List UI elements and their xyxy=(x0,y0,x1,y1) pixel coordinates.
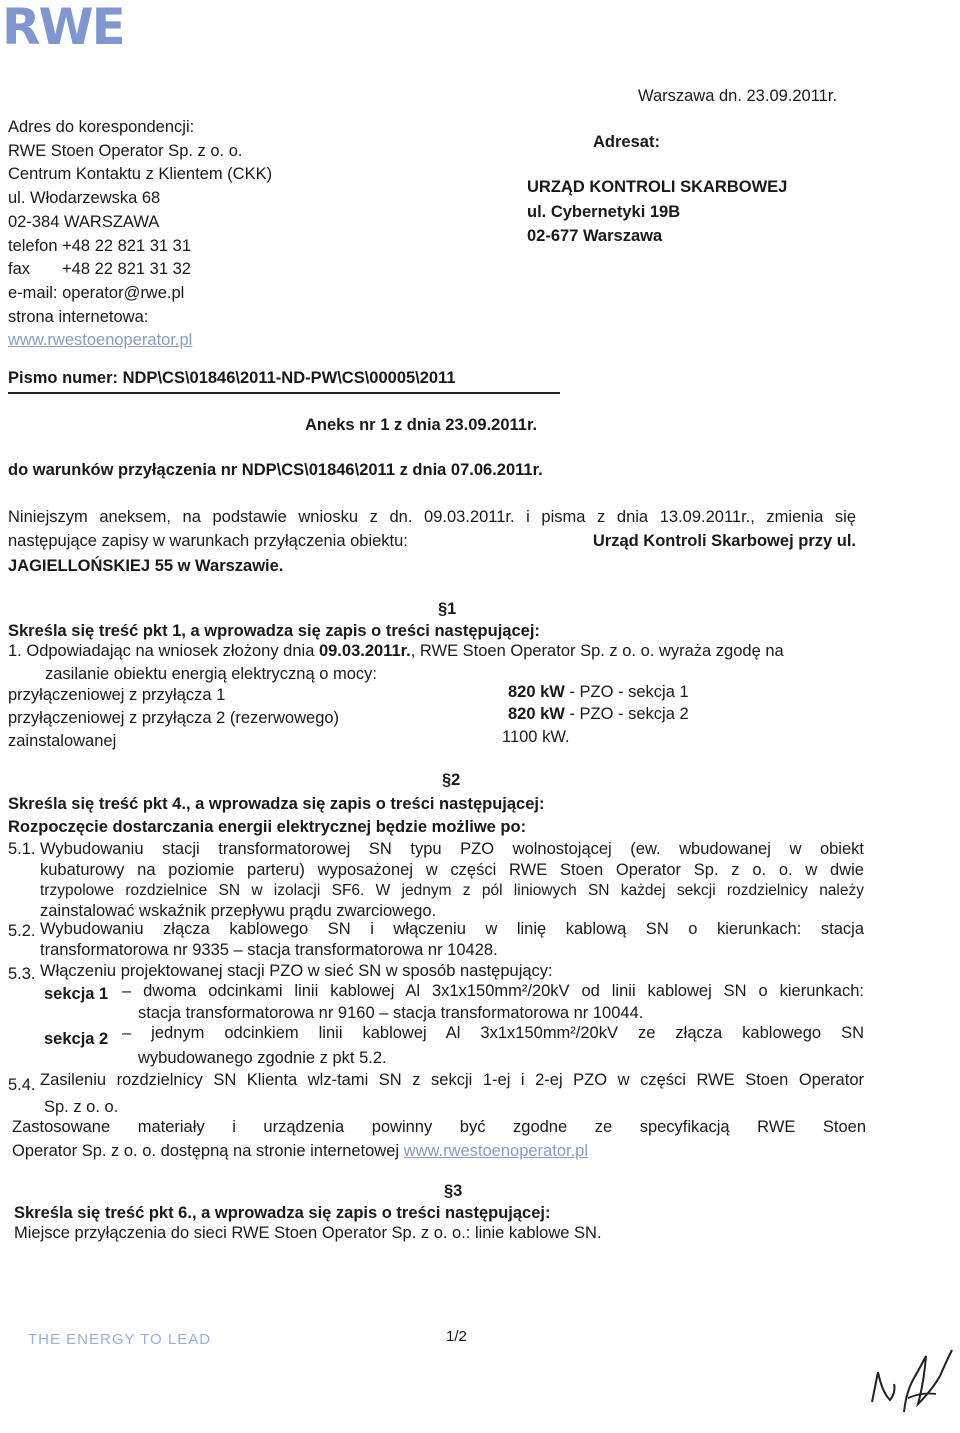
sender-email-label: e-mail: xyxy=(8,283,58,302)
section-1-line-2: stacja transformatorowa nr 9160 – stacja transformatorowa nr 10044. xyxy=(138,1004,644,1022)
point-text-a: Odpowiadając na wniosek złożony dnia xyxy=(26,642,319,660)
sender-company: RWE Stoen Operator Sp. z o. o. xyxy=(8,141,243,160)
power-row-value xyxy=(502,728,570,747)
sender-fax-number: +48 22 821 31 32 xyxy=(62,260,191,279)
section-2-heading: Skreśla się treść pkt 4., a wprowadza się zapis o treści następującej: xyxy=(8,795,545,813)
section-2-line-1: – jednym odcinkiem linii kablowej Al 3x1x150mm²/20kV ze złącza kablowego SN xyxy=(122,1024,864,1042)
sender-fax-label: fax xyxy=(8,260,31,279)
item-5-4-line-1: Zasileniu rozdzielnicy SN Klienta wlz-tami SN z sekcji 1-ej i 2-ej PZO w części RWE Stoen Operator xyxy=(40,1071,864,1089)
section-1-title: §1 xyxy=(438,600,457,618)
sender-unit: Centrum Kontaktu z Klientem (CKK) xyxy=(8,165,273,184)
item-5-1-line-1: Wybudowaniu stacji transformatorowej SN typu PZO wolnostojącej (ew. wbudowanej w obiekt xyxy=(40,840,864,858)
annex-title: Aneks nr 1 z dnia 23.09.2011r. xyxy=(305,416,538,434)
intro-line-2 xyxy=(8,532,856,551)
intro-line-2-text: następujące zapisy w warunkach przyłączenia obiektu: xyxy=(8,532,408,550)
recipient-heading: Adresat: xyxy=(593,133,660,151)
letter-number: Pismo numer: NDP\CS\01846\2011-ND-PW\CS\00005\2011 xyxy=(8,369,456,387)
item-5-2-line-1: Wybudowaniu złącza kablowego SN i włączeniu w linię kablową SN o kierunkach: stacja xyxy=(40,920,864,938)
note-link[interactable]: www.rwestoenoperator.pl xyxy=(403,1142,589,1160)
section-1-label: sekcja 1 xyxy=(44,985,109,1003)
point-date: 09.03.2011r. xyxy=(318,642,411,660)
sender-www-label: strona internetowa: xyxy=(8,307,149,326)
power-detail: - PZO - sekcja 2 xyxy=(564,705,689,723)
intro-object-name: Urząd Kontroli Skarbowej przy ul. xyxy=(592,532,856,550)
section-2-line-2: wybudowanego zgodnie z pkt 5.2. xyxy=(138,1049,387,1067)
power-row-value xyxy=(508,683,689,702)
point-text-b: , RWE Stoen Operator Sp. z o. o. wyraża zgodę na xyxy=(410,642,784,660)
power-row-value xyxy=(508,705,689,724)
section-2-label: sekcja 2 xyxy=(44,1030,109,1048)
sender-fax xyxy=(8,258,272,282)
sender-email-value[interactable]: operator@rwe.pl xyxy=(62,283,185,302)
divider-line xyxy=(8,392,560,394)
section-1-point-1-line-2: zasilanie obiektu energią elektryczną o mocy: xyxy=(45,665,378,683)
sender-street: ul. Włodarzewska 68 xyxy=(8,189,161,208)
power-row-label: przyłączeniowej z przyłącza 2 (rezerwowego) xyxy=(8,709,340,727)
sender-city: 02-384 WARSZAWA xyxy=(8,212,160,231)
item-5-2-number: 5.2. xyxy=(8,922,36,940)
point-number: 1. xyxy=(8,642,22,660)
section-2-subheading: Rozpoczęcie dostarczania energii elektrycznej będzie możliwe po: xyxy=(8,818,527,836)
item-5-3-number: 5.3. xyxy=(8,965,36,983)
power-row-label: zainstalowanej xyxy=(8,732,117,750)
sender-address xyxy=(8,116,272,353)
section-2-title: §2 xyxy=(442,771,461,789)
section-1-line-1: – dwoma odcinkami linii kablowej Al 3x1x150mm²/20kV od linii kablowej SN o kierunkach: xyxy=(122,982,864,1000)
power-row-label: przyłączeniowej z przyłącza 1 xyxy=(8,686,226,704)
recipient-city: 02-677 Warszawa xyxy=(527,227,663,245)
power-value: 820 kW xyxy=(508,683,565,701)
item-5-4-line-2: Sp. z o. o. xyxy=(44,1098,119,1116)
intro-line-1: Niniejszym aneksem, na podstawie wniosku z dn. 09.03.2011r. i pisma z dnia 13.09.2011r., zmienia się xyxy=(8,508,856,526)
rwe-logo: RWE xyxy=(2,0,124,56)
power-detail: - PZO - sekcja 1 xyxy=(564,683,689,701)
item-5-3-line-1: Włączeniu projektowanej stacji PZO w sieć SN w sposób następujący: xyxy=(40,962,553,980)
note-text: Operator Sp. z o. o. dostępną na stronie internetowej xyxy=(12,1142,404,1160)
recipient-name: URZĄD KONTROLI SKARBOWEJ xyxy=(527,178,788,196)
power-value: 820 kW xyxy=(508,705,565,723)
letter-date: Warszawa dn. 23.09.2011r. xyxy=(638,87,838,105)
section-1-point-1 xyxy=(8,642,784,661)
item-5-1-number: 5.1. xyxy=(8,840,36,858)
section-3-text: Miejsce przyłączenia do sieci RWE Stoen Operator Sp. z o. o.: linie kablowe SN. xyxy=(14,1224,602,1242)
item-5-1-line-3: trzypolowe rozdzielnice SN w izolacji SF6. W jednym z pól liniowych SN każdej sekcji rozdzielnicy należy xyxy=(40,882,864,899)
section-3-title: §3 xyxy=(444,1182,463,1200)
recipient-street: ul. Cybernetyki 19B xyxy=(527,203,681,221)
section-1-heading: Skreśla się treść pkt 1, a wprowadza się zapis o treści następującej: xyxy=(8,622,540,640)
item-5-1-line-4: zainstalować wskaźnik przepływu prądu zwarciowego. xyxy=(40,902,437,920)
sender-phone: telefon +48 22 821 31 31 xyxy=(8,236,192,255)
item-5-4-number: 5.4. xyxy=(8,1076,36,1094)
item-5-2-line-2: transformatorowa nr 9335 – stacja transformatorowa nr 10428. xyxy=(40,941,498,959)
sender-email xyxy=(8,282,272,306)
handwritten-signature xyxy=(866,1342,956,1422)
annex-subtitle: do warunków przyłączenia nr NDP\CS\01846\2011 z dnia 07.06.2011r. xyxy=(8,461,543,479)
note-line-2 xyxy=(12,1142,588,1161)
intro-line-3: JAGIELLOŃSKIEJ 55 w Warszawie. xyxy=(8,557,284,575)
note-line-1: Zastosowane materiały i urządzenia powinny być zgodne ze specyfikacją RWE Stoen xyxy=(12,1118,866,1136)
power-detail: 1100 kW. xyxy=(502,728,570,746)
page-number: 1/2 xyxy=(446,1328,467,1345)
sender-www-link[interactable]: www.rwestoenoperator.pl xyxy=(8,331,193,350)
sender-heading: Adres do korespondencji: xyxy=(8,118,195,136)
section-3-heading: Skreśla się treść pkt 6., a wprowadza się zapis o treści następującej: xyxy=(14,1204,551,1222)
footer-slogan: THE ENERGY TO LEAD xyxy=(28,1331,212,1348)
item-5-1-line-2: kubaturowy na poziomie parteru) wyposażonej w części RWE Stoen Operator Sp. z o. o. w dwie xyxy=(40,861,864,879)
